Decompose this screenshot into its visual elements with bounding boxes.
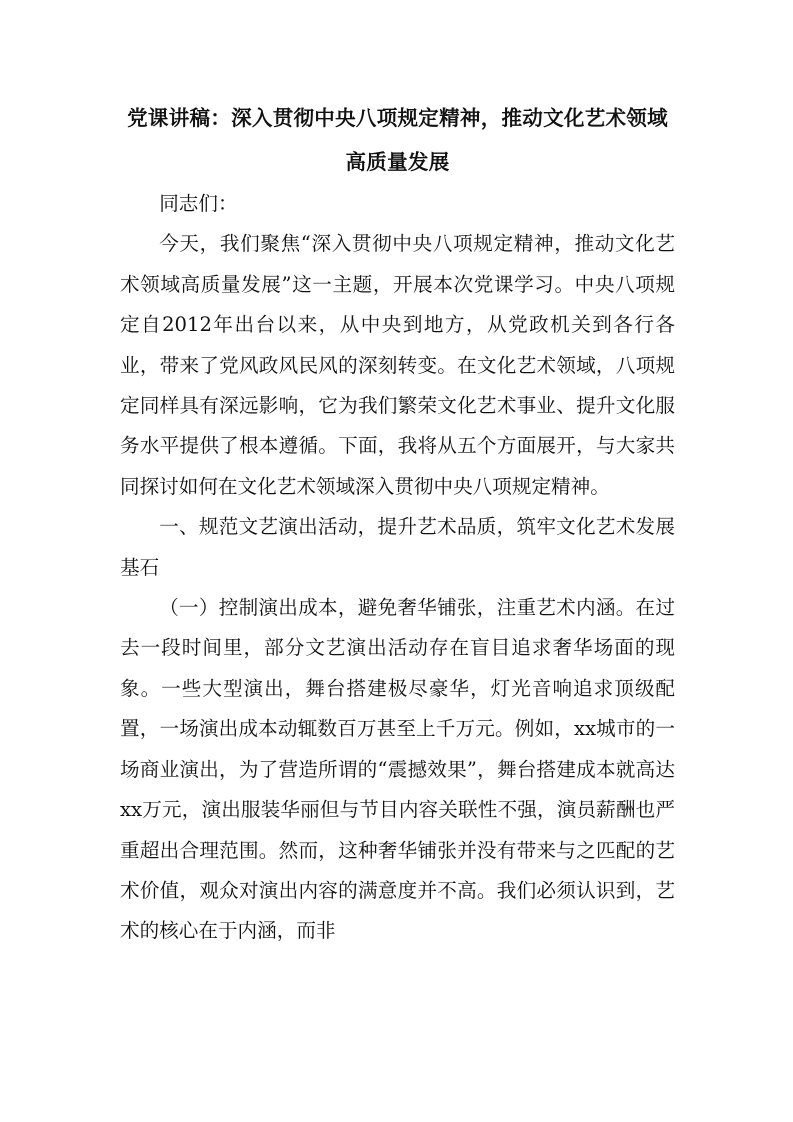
- greeting: 同志们：: [159, 192, 238, 215]
- subsection-paragraph-1: （一）控制演出成本，避免奢华铺张，注重艺术内涵。在过去一段时间里，部分文艺演出活动存在盲目追求奢华场面的现象。一些大型演出，舞台搭建极尽豪华，灯光音响追求顶级配置，一场演出成本动辄数百万甚至上千万元。例如，xx城市的一场商业演出，为了营造所谓的“震撼效果”，舞台搭建成本就高达xx万元，演出服装华丽但与节目内容关联性不强，演员薪酬也严重超出合理范围。然而，这种奢华铺张并没有带来与之匹配的艺术价值，观众对演出内容的满意度并不高。我们必须认识到，艺术的核心在于内涵，而非: [120, 596, 675, 943]
- document-title: [120, 96, 675, 184]
- paragraph-intro: 今天，我们聚焦“深入贯彻中央八项规定精神，推动文化艺术领域高质量发展”这一主题，开展本次党课学习。中央八项规定自2012年出台以来，从中央到地方，从党政机关到各行各业，带来了党风政风民风的深刻转变。在文化艺术领域，八项规定同样具有深远影响，它为我们繁荣文化艺术事业、提升文化服务水平提供了根本遵循。下面，我将从五个方面展开，与大家共同探讨如何在文化艺术领域深入贯彻中央八项规定精神。: [120, 232, 675, 498]
- section-heading-1: 一、规范文艺演出活动，提升艺术品质，筑牢文化艺术发展基石: [120, 515, 675, 579]
- title-line-2: 高质量发展: [345, 150, 450, 174]
- title-line-1: 党课讲稿：深入贯彻中央八项规定精神，推动文化艺术领域: [127, 106, 668, 130]
